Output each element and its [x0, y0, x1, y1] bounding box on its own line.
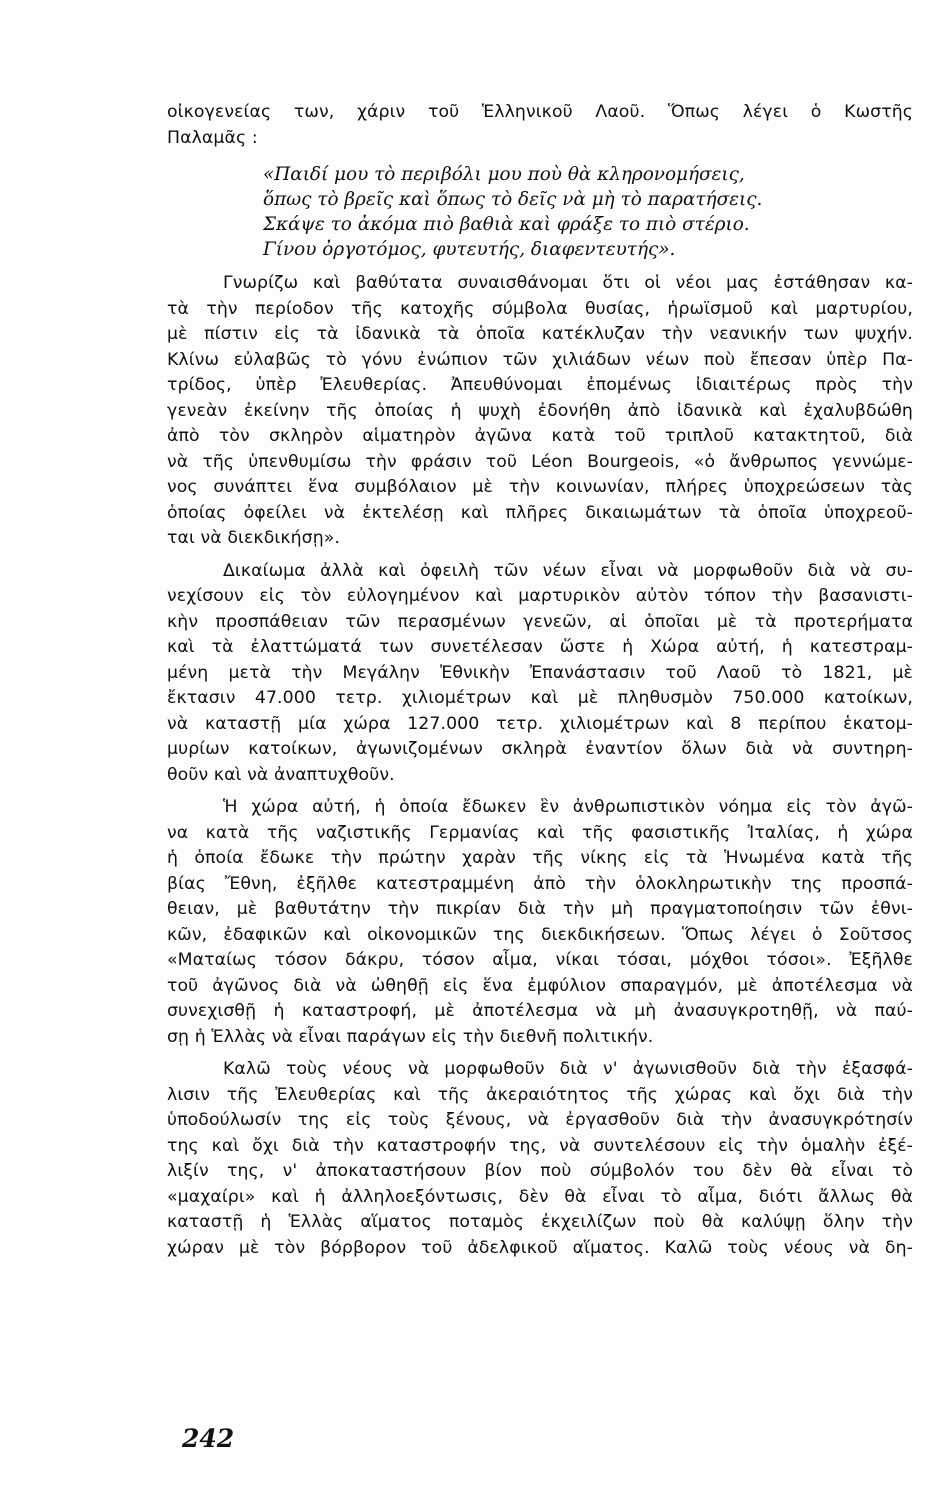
text-line: νὰ τῆς ὑπενθυμίσω τὴν φράσιν τοῦ Léon Bourgeois, «ὁ ἄνθρωπος γεννώμε-: [167, 451, 913, 472]
paragraph-4: [167, 1057, 913, 1261]
page-number: 242: [182, 1424, 235, 1453]
text-line: συνεχισθῇ ἡ καταστροφή, μὲ ἀποτέλεσμα νὰ μὴ ἀνασυγκροτηθῇ, νὰ παύ-: [167, 1001, 913, 1021]
text-line: κῶν, ἐδαφικῶν καὶ οἰκονομικῶν της διεκδικήσεων. Ὅπως λέγει ὁ Σοῦτσος: [167, 924, 913, 945]
text-line: ται νὰ διεκδικήσῃ».: [167, 528, 341, 548]
text-line: οἰκογενείας των, χάριν τοῦ Ἑλληνικοῦ Λαοῦ. Ὅπως λέγει ὁ Κωστῆς: [167, 102, 913, 122]
page-text: [167, 100, 913, 1261]
text-line: κὴν προσπάθειαν τῶν περασμένων γενεῶν, αἱ ὁποῖαι μὲ τὰ προτερήματα: [167, 611, 913, 632]
text-line: της καὶ ὄχι διὰ τὴν καταστροφήν της, νὰ συντελέσουν εἰς τὴν ὁμαλὴν ἐξέ-: [167, 1135, 913, 1156]
text-line: μὲ πίστιν εἰς τὰ ἰδανικὰ τὰ ὁποῖα κατέκλυζαν τὴν νεανικήν των ψυχήν.: [167, 324, 913, 344]
opening-paragraph: [167, 100, 913, 151]
text-line: «Ματαίως τόσον δάκρυ, τόσον αἷμα, νίκαι τόσαι, μόχθοι τόσοι». Ἐξῆλθε: [167, 950, 913, 970]
paragraph-2: [167, 559, 913, 789]
paragraph-gap: [167, 788, 913, 795]
text-line: νὰ καταστῇ μία χώρα 127.000 τετρ. χιλιομέτρων καὶ 8 περίπου ἑκατομ-: [167, 713, 913, 734]
text-line: τοῦ ἀγῶνος διὰ νὰ ὠθηθῇ εἰς ἕνα ἐμφύλιον σπαραγμόν, μὲ ἀποτέλεσμα νὰ: [167, 975, 913, 996]
text-line: να κατὰ τῆς ναζιστικῆς Γερμανίας καὶ τῆς φασιστικῆς Ἰταλίας, ἡ χώρα: [167, 822, 913, 843]
text-line: σῃ ἡ Ἑλλὰς νὰ εἶναι παράγων εἰς τὴν διεθνῆ πολιτικήν.: [167, 1026, 654, 1047]
text-line: λιξίν της, ν' ἀποκαταστήσουν βίον ποὺ σύμβολόν του δὲν θὰ εἶναι τὸ: [167, 1161, 913, 1181]
text-line: Κλίνω εὐλαβῶς τὸ γόνυ ἐνώπιον τῶν χιλιάδων νέων ποὺ ἔπεσαν ὑπὲρ Πα-: [167, 349, 913, 370]
text-line: Καλῶ τοὺς νέους νὰ μορφωθοῦν διὰ ν' ἀγωνισθοῦν διὰ τὴν ἐξασφά-: [223, 1059, 913, 1079]
text-line: νος συνάπτει ἕνα συμβόλαιον μὲ τὴν κοινωνίαν, πλήρες ὑποχρεώσεων τὰς: [167, 477, 913, 497]
poem-line: Γίνου ὀργοτόμος, φυτευτής, διαφεντευτής».: [263, 239, 676, 260]
poem-quote: [263, 162, 913, 262]
poem-line: «Παιδί μου τὸ περιβόλι μου ποὺ θὰ κληρονομήσεις,: [263, 164, 745, 185]
text-line: νεχίσουν εἰς τὸν εὐλογημένον καὶ μαρτυρικὸν αὐτὸν τόπον τὴν βασανιστι-: [167, 586, 913, 606]
text-line: καὶ τὰ ἐλαττώματά των συνετέλεσαν ὥστε ἡ Χώρα αὐτή, ἡ κατεστραμ-: [167, 637, 913, 657]
text-line: μυρίων κατοίκων, ἀγωνιζομένων σκληρὰ ἐναντίον ὅλων διὰ νὰ συντηρη-: [167, 739, 913, 759]
text-line: ἡ ὁποία ἔδωκε τὴν πρώτην χαρὰν τῆς νίκης εἰς τὰ Ἡνωμένα κατὰ τῆς: [167, 848, 913, 868]
text-line: λισιν τῆς Ἐλευθερίας καὶ τῆς ἀκεραιότητος τῆς χώρας καὶ ὄχι διὰ τὴν: [167, 1084, 913, 1105]
paragraph-3: [167, 795, 913, 1050]
text-line: Παλαμᾶς :: [167, 127, 258, 148]
poem-line: Σκάψε το ἀκόμα πιὸ βαθιὰ καὶ φράξε το πιὸ στέριο.: [263, 214, 750, 235]
text-line: Δικαίωμα ἀλλὰ καὶ ὀφειλὴ τῶν νέων εἶναι νὰ μορφωθοῦν διὰ νὰ συ-: [223, 560, 913, 581]
paragraph-gap: [167, 552, 913, 559]
paragraph-gap: [167, 1050, 913, 1057]
text-line: βίας Ἔθνη, ἐξῆλθε κατεστραμμένη ἀπὸ τὴν ὁλοκληρωτικὴν της προσπά-: [167, 873, 913, 894]
text-line: «μαχαίρι» καὶ ἡ ἀλληλοεξόντωσις, δὲν θὰ εἶναι τὸ αἷμα, διότι ἄλλως θὰ: [167, 1186, 913, 1207]
text-line: χώραν μὲ τὸν βόρβορον τοῦ ἀδελφικοῦ αἵματος. Καλῶ τοὺς νέους νὰ δη-: [167, 1237, 913, 1258]
text-line: τρίδος, ὑπὲρ Ἐλευθερίας. Ἀπευθύνομαι ἐπομένως ἰδιαιτέρως πρὸς τὴν: [167, 375, 913, 395]
text-line: θειαν, μὲ βαθυτάτην τὴν πικρίαν διὰ τὴν μὴ πραγματοποίησιν τῶν ἐθνι-: [167, 899, 913, 919]
text-line: γενεὰν ἐκείνην τῆς ὁποίας ἡ ψυχὴ ἐδονήθη ἀπὸ ἰδανικὰ καὶ ἐχαλυβδώθη: [167, 400, 913, 421]
text-line: τὰ τὴν περίοδον τῆς κατοχῆς σύμβολα θυσίας, ἡρωϊσμοῦ καὶ μαρτυρίου,: [167, 298, 913, 319]
text-line: Ἡ χώρα αὐτή, ἡ ὁποία ἔδωκεν ἓν ἀνθρωπιστικὸν νόημα εἰς τὸν ἀγῶ-: [223, 797, 913, 817]
text-line: ὁποίας ὀφείλει νὰ ἐκτελέσῃ καὶ πλῆρες δικαιωμάτων τὰ ὁποῖα ὑποχρεοῦ-: [167, 502, 913, 523]
poem-line: ὅπως τὸ βρεῖς καὶ ὅπως τὸ δεῖς νὰ μὴ τὸ παρατήσεις.: [263, 189, 763, 210]
text-line: ὑποδούλωσίν της εἰς τοὺς ξένους, νὰ ἐργασθοῦν διὰ τὴν ἀνασυγκρότησίν: [167, 1110, 913, 1130]
text-line: θοῦν καὶ νὰ ἀναπτυχθοῦν.: [167, 764, 395, 785]
text-line: καταστῇ ἡ Ἑλλὰς αἵματος ποταμὸς ἐκχειλίζων ποὺ θὰ καλύψῃ ὅλην τὴν: [167, 1212, 913, 1232]
text-line: Γνωρίζω καὶ βαθύτατα συναισθάνομαι ὅτι οἱ νέοι μας ἐστάθησαν κα-: [223, 273, 913, 293]
text-line: μένη μετὰ τὴν Μεγάλην Ἐθνικὴν Ἐπανάστασιν τοῦ Λαοῦ τὸ 1821, μὲ: [167, 662, 913, 683]
text-line: ἀπὸ τὸν σκληρὸν αἱματηρὸν ἀγῶνα κατὰ τοῦ τριπλοῦ κατακτητοῦ, διὰ: [167, 426, 913, 446]
paragraph-1: [167, 271, 913, 552]
text-line: ἔκτασιν 47.000 τετρ. χιλιομέτρων καὶ μὲ πληθυσμὸν 750.000 κατοίκων,: [167, 688, 913, 708]
